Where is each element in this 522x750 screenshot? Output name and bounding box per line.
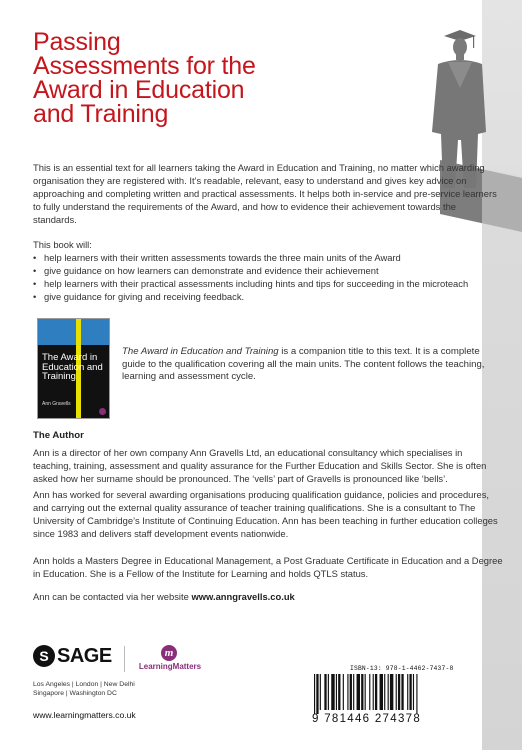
benefit-list [33,251,501,303]
will-label: This book will: [33,239,92,250]
locations-line: Los Angeles | London | New Delhi [33,681,135,688]
companion-book-title: The Award in Education and Training [42,352,103,382]
contact-line [33,590,503,603]
barcode-icon [306,661,482,727]
sage-logo-mark: S [33,645,55,667]
companion-text: is a companion title to this text. It is a complete guide to the qualification covering all the main units. The content follows the teaching, learning and assessment cycle. [122,346,485,382]
book-cover-photo [38,319,109,345]
learning-matters-mark: m [161,645,177,661]
barcode-bar [373,674,374,710]
companion-book-cover [37,318,110,419]
barcode-bar [338,674,340,710]
companion-italic-title: The Award in Education and Training [122,346,279,357]
list-item: • help learners with their practical assessments including hints and tips for succeeding in the microteach [33,277,501,290]
sage-logo-word: SAGE [57,645,112,667]
barcode-bar [357,674,360,710]
publisher-mark-icon [99,408,106,415]
barcode-bar [407,674,408,710]
publisher-locations [33,680,183,698]
companion-description [122,346,497,384]
author-heading: The Author [33,430,84,441]
author-paragraph: Ann holds a Masters Degree in Educational Management, a Post Graduate Certificate in Education and a Degree in Education. She is a Fellow of the Institute for Learning and holds QTLS status. [33,555,503,579]
barcode-bar [365,674,366,710]
barcode-bar [388,674,389,710]
author-paragraph: Ann is a director of her own company Ann Gravells Ltd, an educational consultancy which specialises in teaching, training, assessment and quality assurance for the Further Education and Skills Sector. She is often asked how her surname should be pronounced. The ‘vells’ part of Gravells is pronounced like ‘bells’. [33,447,487,484]
barcode-bar [401,674,403,710]
barcode-bar [350,674,352,710]
barcode-bar [398,674,400,710]
publisher-website-link[interactable]: www.learningmatters.co.uk [33,710,136,720]
barcode-bar [396,674,397,710]
barcode-bar [316,674,318,714]
barcode-bar [324,674,326,710]
barcode-digits: 9 781446 274378 [312,713,422,725]
locations-line: Singapore | Washington DC [33,690,117,697]
barcode-bar [320,674,321,710]
barcode-bar [314,674,315,714]
learning-matters-logo-icon [130,645,210,675]
barcode-bar [409,674,411,710]
barcode-bar [361,674,363,710]
contact-text: Ann can be contacted via her website [33,591,192,602]
barcode-bar [413,674,414,710]
barcode-bar [331,674,334,710]
barcode-bar [369,674,370,710]
barcode-bar [336,674,337,710]
barcode-bar [353,674,354,710]
barcode-bar [416,674,417,714]
learning-matters-word: LearningMatters [138,662,202,671]
barcode-bar [328,674,329,710]
companion-book-author: Ann Gravells [42,401,71,407]
list-item: • give guidance on how learners can demonstrate and evidence their achievement [33,264,501,277]
author-website-link[interactable]: www.anngravells.co.uk [191,591,295,602]
book-title: Passing Assessments for the Award in Education and Training [33,28,256,128]
barcode-bar [380,674,383,710]
list-item: • give guidance for giving and receiving feedback. [33,290,501,303]
author-paragraph: Ann has worked for several awarding organisations producing qualification guidance, policies and procedures, and carrying out the external quality assurance of teacher training qualifications. She is a consultant to The University of Cambridge’s Institute of Continuing Education. Ann has been teaching in further education colleges since 1983 and delivers staff development events nationwide. [33,489,498,539]
logo-divider [124,646,125,672]
barcode-bar [375,674,377,710]
isbn-number: ISBN-13: 978-1-4462-7437-8 [350,665,454,672]
barcode-bar [384,674,385,710]
intro-paragraph: This is an essential text for all learners taking the Award in Education and Training, no matter which awarding organisation they are registered with. It’s readable, relevant, easy to understand and gives key advice on approaching and completing written and practical assessments. It helps both in-service and pre-service learners to fully understand the requirements of the Award, and how to evidence their achievement towards the standards. [33,162,497,225]
barcode-bar [390,674,393,710]
barcode-bar [347,674,348,710]
barcode-bars [312,674,480,714]
barcode-bar [343,674,344,710]
list-item: • help learners with their written assessments towards the three main units of the Award [33,251,501,264]
